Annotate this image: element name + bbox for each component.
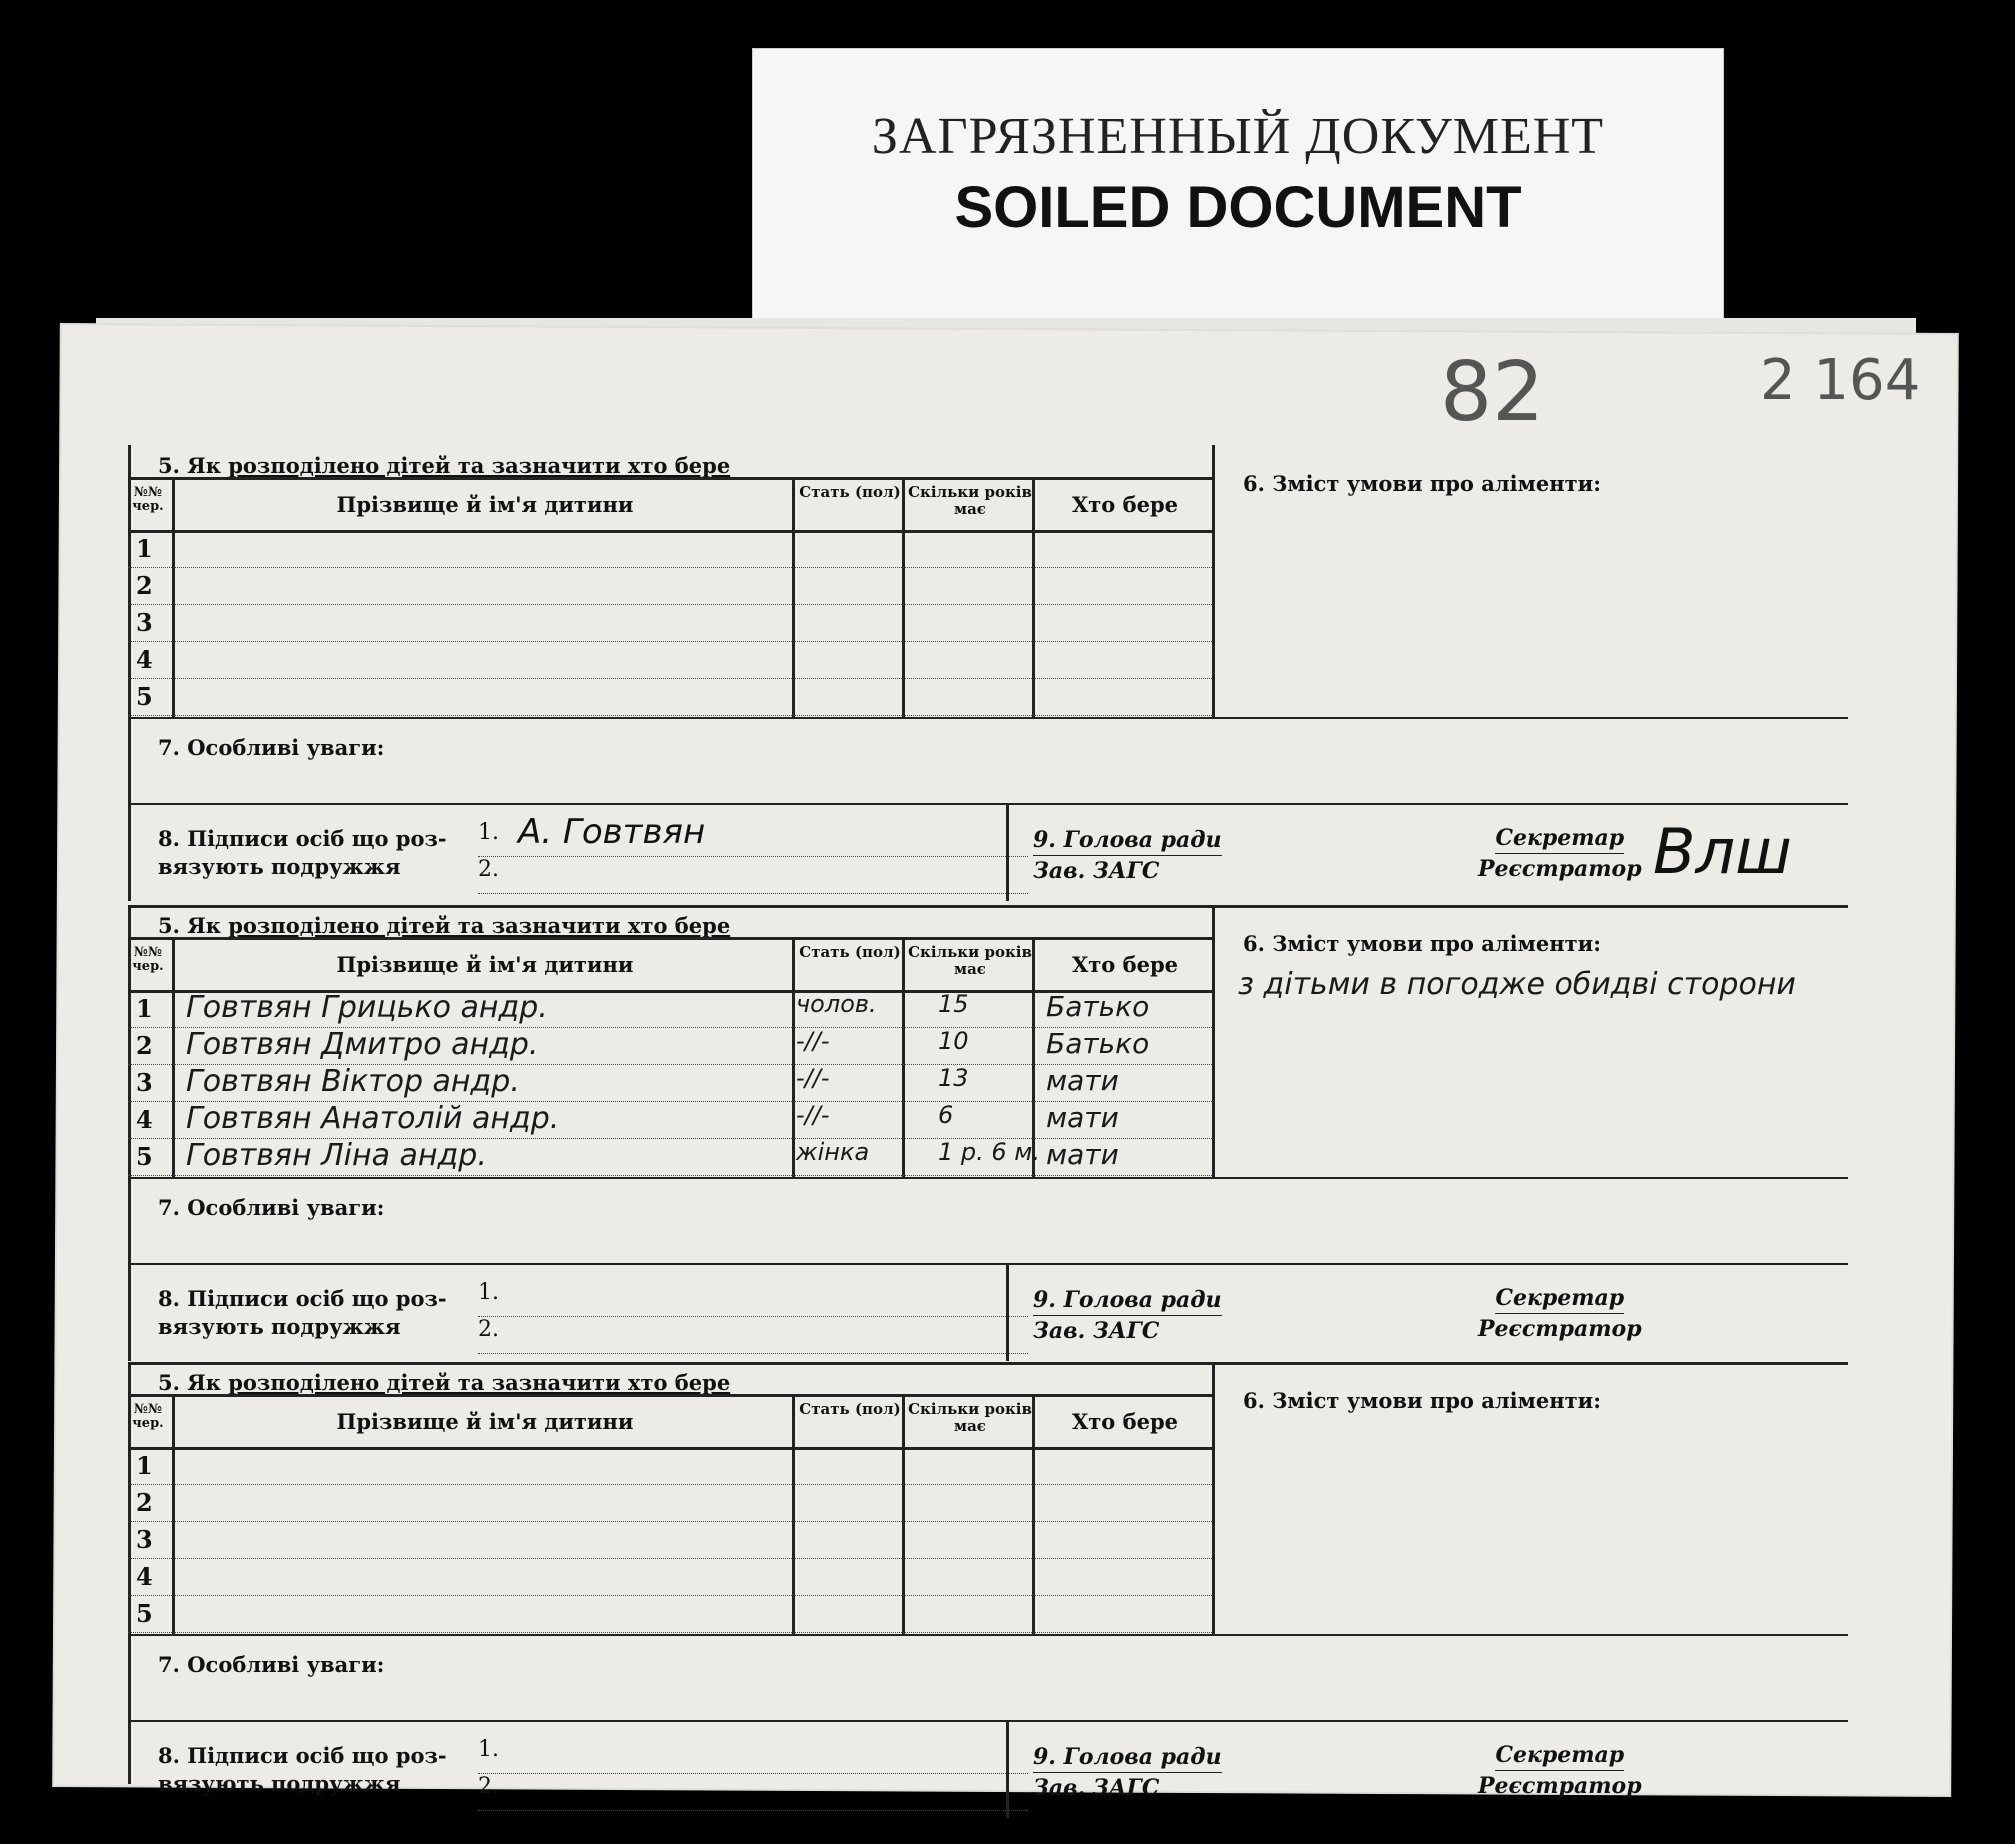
section9-divider [1006,1265,1009,1361]
children-table [128,477,1212,717]
form-section-3 [128,1362,1848,1801]
table-row [128,604,1212,642]
section9-divider [1006,1722,1009,1818]
notice-english: SOILED DOCUMENT [954,175,1522,240]
row-number: 5 [136,1599,153,1628]
signature-1: А. Говтвян [518,812,706,852]
children-rows [128,990,1212,1177]
name-header: Прізвище й ім'я дитини [172,480,795,530]
council-head-text: 9. Голова ради [1033,1285,1222,1316]
signature-line-1[interactable] [478,812,1028,857]
council-head-text: 9. Голова ради [1033,1742,1222,1773]
section5-title [158,453,730,478]
row-number: 1 [136,994,153,1023]
signatures-label-line2: вязують подружжя [158,1314,401,1339]
row-number: 4 [136,645,153,674]
signatures-label-line2: вязують подружжя [158,1771,401,1796]
notes-rule-bottom [128,1263,1848,1265]
row-number: 1 [136,1451,153,1480]
secretary-text: Секретар [1495,1740,1624,1771]
signature-number: 2. [478,1317,499,1342]
children-table [128,1394,1212,1634]
cell-who[interactable]: мати [1046,1064,1119,1097]
table-row [128,1138,1212,1176]
cell-sex[interactable]: -//- [796,1101,830,1129]
archive-number-right: 2 164 [1760,348,1921,413]
registrar-text: Реєстратор [1478,1316,1642,1342]
cell-who[interactable]: Батько [1046,1027,1150,1060]
table-row [128,530,1212,568]
section5-prefix: 5. Як [158,913,229,938]
registry-head-text: Зав. ЗАГС [1033,1318,1160,1344]
row-number: 1 [136,534,153,563]
table-row [128,990,1212,1028]
num-header: №№ чер. [132,945,164,974]
signatures-label-line2: вязують подружжя [158,854,401,879]
row-number: 5 [136,1142,153,1171]
special-notes-label: 7. Особливі уваги: [158,1195,385,1220]
notes-rule-top [128,1634,1848,1636]
notes-rule-bottom [128,803,1848,805]
cell-age[interactable]: 10 [938,1027,969,1055]
section-top-rule [128,905,1848,908]
sex-header: Стать (пол) [792,940,905,990]
cell-who[interactable]: мати [1046,1138,1119,1171]
special-notes-label: 7. Особливі уваги: [158,735,385,760]
who-header: Хто бере [1032,1397,1215,1447]
table-row [128,1064,1212,1102]
soiled-document-notice [752,48,1724,320]
cell-name[interactable]: Говтвян Анатолій андр. [186,1101,560,1136]
cell-age[interactable]: 6 [938,1101,954,1129]
table-row [128,641,1212,679]
cell-age[interactable]: 15 [938,990,969,1018]
cell-age[interactable]: 13 [938,1064,969,1092]
section5-prefix: 5. Як [158,1370,229,1395]
council-head-text: 9. Голова ради [1033,825,1222,856]
section-divider [1212,445,1215,717]
signature-lines [478,812,1028,894]
cell-age[interactable]: 1 р. 6 м. [938,1138,1041,1166]
notes-rule-top [128,717,1848,719]
signature-number: 2. [478,857,499,882]
children-table-header [128,477,1212,533]
children-table-header [128,937,1212,993]
registrar-signature: Влш [1653,815,1792,888]
alimony-text[interactable]: з дітьми в погодже обидві сторони [1238,967,1796,1002]
who-header: Хто бере [1032,940,1215,990]
cell-name[interactable]: Говтвян Дмитро андр. [186,1027,539,1062]
children-rows [128,530,1212,717]
signature-line-2[interactable] [478,1774,1028,1811]
signatures-label-line1: 8. Підписи осіб що роз- [158,826,447,851]
signature-line-2[interactable] [478,1317,1028,1354]
children-table-header [128,1394,1212,1450]
secretary-text: Секретар [1495,1283,1624,1314]
row-number: 3 [136,608,153,637]
row-number: 4 [136,1105,153,1134]
registrar-text: Реєстратор [1478,856,1642,882]
section5-title [158,1370,730,1395]
section5-title-text: розподілено дітей та зазначити хто бере [228,453,731,478]
signature-lines [478,1280,1028,1354]
signatures-label [158,1285,447,1341]
cell-who[interactable]: Батько [1046,990,1150,1023]
section-top-rule [128,1362,1848,1365]
registrar-text: Реєстратор [1478,1773,1642,1799]
cell-sex[interactable]: -//- [796,1064,830,1092]
children-table [128,937,1212,1177]
secretary-line [1478,1283,1642,1314]
alimony-label: 6. Зміст умови про аліменти: [1243,931,1601,956]
notes-rule-top [128,1177,1848,1179]
section5-title [158,913,730,938]
signature-number: 1. [478,1280,499,1305]
row-number: 2 [136,571,153,600]
cell-name[interactable]: Говтвян Віктор андр. [186,1064,520,1099]
name-header: Прізвище й ім'я дитини [172,940,795,990]
council-head-label [1033,825,1222,886]
age-header: Скільки років має [902,940,1035,990]
age-header: Скільки років має [902,480,1035,530]
name-header: Прізвище й ім'я дитини [172,1397,795,1447]
secretary-text: Секретар [1495,823,1624,854]
signatures-label [158,825,447,881]
form-section-1 [128,445,1848,901]
notes-rule-bottom [128,1720,1848,1722]
num-header: №№ чер. [132,1402,164,1431]
children-rows [128,1447,1212,1634]
council-head-label [1033,1285,1222,1346]
section-divider [1212,1362,1215,1634]
row-number: 2 [136,1488,153,1517]
section5-title-text: розподілено дітей та зазначити хто бере [228,1370,731,1395]
section-divider [1212,905,1215,1177]
row-number: 2 [136,1031,153,1060]
secretary-line [1478,823,1642,854]
signature-lines [478,1737,1028,1811]
special-notes-label: 7. Особливі уваги: [158,1652,385,1677]
cell-name[interactable]: Говтвян Ліна андр. [186,1138,487,1173]
council-head-line1 [1033,1742,1222,1773]
signature-number: 1. [478,1737,499,1762]
table-row [128,1101,1212,1139]
table-row [128,1027,1212,1065]
section5-prefix: 5. Як [158,453,229,478]
cell-name[interactable]: Говтвян Грицько андр. [186,990,548,1025]
signature-number: 1. [478,820,499,845]
secretary-label [1478,823,1642,884]
alimony-label: 6. Зміст умови про аліменти: [1243,1388,1601,1413]
who-header: Хто бере [1032,480,1215,530]
table-row [128,567,1212,605]
sex-header: Стать (пол) [792,480,905,530]
secretary-label [1478,1740,1642,1801]
section5-title-text: розподілено дітей та зазначити хто бере [228,913,731,938]
row-number: 3 [136,1525,153,1554]
table-row [128,1447,1212,1485]
table-row [128,1521,1212,1559]
secretary-line [1478,1740,1642,1771]
signature-line-1[interactable] [478,1280,1028,1317]
row-number: 4 [136,1562,153,1591]
cell-who[interactable]: мати [1046,1101,1119,1134]
age-header: Скільки років має [902,1397,1035,1447]
alimony-label: 6. Зміст умови про аліменти: [1243,471,1601,496]
notice-russian: ЗАГРЯЗНЕННЫЙ ДОКУМЕНТ [871,108,1605,165]
archive-number-left: 82 [1440,345,1545,440]
cell-sex[interactable]: жінка [796,1138,870,1166]
cell-sex[interactable]: чолов. [796,990,877,1018]
signatures-label [158,1742,447,1798]
table-row [128,1595,1212,1633]
table-row [128,1484,1212,1522]
signature-number: 2. [478,1774,499,1799]
signatures-label-line1: 8. Підписи осіб що роз- [158,1743,447,1768]
num-header: №№ чер. [132,485,164,514]
row-number: 3 [136,1068,153,1097]
council-head-label [1033,1742,1222,1803]
signature-line-2[interactable] [478,857,1028,894]
signatures-label-line1: 8. Підписи осіб що роз- [158,1286,447,1311]
council-head-line1 [1033,1285,1222,1316]
table-row [128,678,1212,716]
row-number: 5 [136,682,153,711]
registry-head-text: Зав. ЗАГС [1033,1775,1160,1801]
sex-header: Стать (пол) [792,1397,905,1447]
form-section-2 [128,905,1848,1361]
council-head-line1 [1033,825,1222,856]
secretary-label [1478,1283,1642,1344]
section9-divider [1006,805,1009,901]
cell-sex[interactable]: -//- [796,1027,830,1055]
signature-line-1[interactable] [478,1737,1028,1774]
registry-head-text: Зав. ЗАГС [1033,858,1160,884]
table-row [128,1558,1212,1596]
